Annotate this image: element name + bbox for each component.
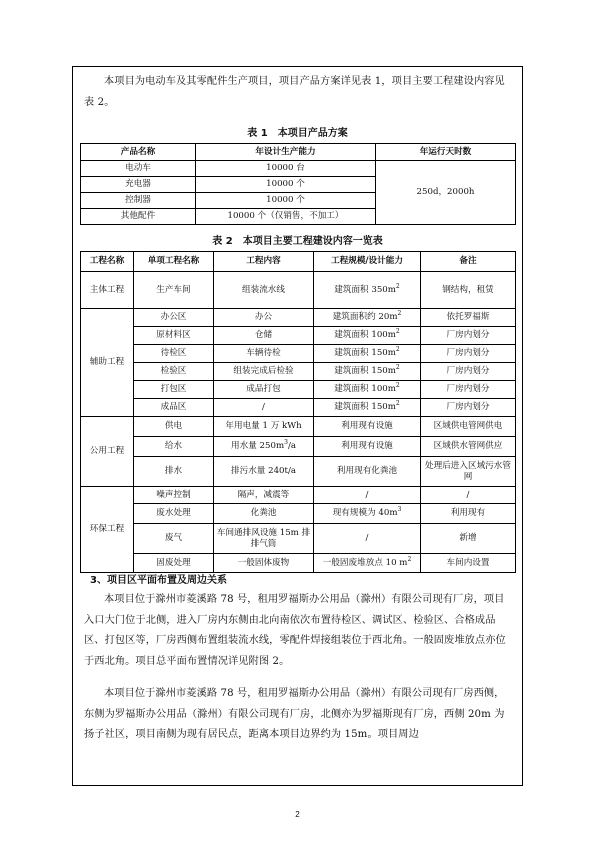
table2-cell: 厂房内划分 [421,399,516,417]
table1-header-runtime: 年运行天时数 [376,144,516,161]
table2-cell: 厂房内划分 [421,327,516,345]
construction-table [80,251,516,573]
table2-cell: 原材料区 [134,327,214,345]
table2-cell: 办公区 [134,309,214,327]
table2-cell: 排污水量 240t/a [214,457,314,487]
table2-header: 备注 [421,252,516,272]
table2-cell: 新增 [421,524,516,554]
table2-cell: 依托罗福斯 [421,309,516,327]
table1-cell: 10000 个 [196,177,376,193]
table2-cell: 年用电量 1 万 kWh [214,417,314,437]
table2-cell: 废气 [134,524,214,554]
table2-header: 工程内容 [214,252,314,272]
table1-header-product: 产品名称 [81,144,196,161]
table2-cell: 建筑面积 $350m^2$ [314,272,421,309]
table2-cell: 建筑面积 $150m^2$ [314,399,421,417]
table2-cell: 生产车间 [134,272,214,309]
table1-cell: 其他配件 [81,209,196,225]
layout-paragraph: 本项目位于滁州市菱溪路 78 号，租用罗福斯办公用品（滁州）有限公司现有厂房，项目入口大门位于北侧，进入厂房内东侧由北向南依次布置待检区、调试区、检验区、合格成品区、打包区等，厂房西侧布置组装流水线，零配件焊接组装位于西北角。一般固废堆放点亦位于西北角。项目总平面布置情况详见附图 2。 [84,594,506,667]
table2-cell: 成品区 [134,399,214,417]
table1-cell: 10000 个 [196,193,376,209]
table2-cell: 建筑面积 $150m^2$ [314,345,421,363]
table2-cell: / [314,487,421,504]
table1-cell: 10000 台 [196,161,376,177]
table2-cell: 给水 [134,437,214,457]
table2-cell: 厂房内划分 [421,345,516,363]
group-public: 公用工程 [81,417,134,487]
table2-cell: 打包区 [134,381,214,399]
table2-cell: / [214,399,314,417]
table1-cell: 电动车 [81,161,196,177]
table2-cell: 废水处理 [134,504,214,524]
table2-cell: 噪声控制 [134,487,214,504]
section-heading: 3、项目区平面布置及周边关系 [90,575,227,586]
table2-cell: 区域供水管网供应 [421,437,516,457]
product-table [80,143,516,225]
group-aux: 辅助工程 [81,309,134,417]
table2-header: 工程名称 [81,252,134,272]
table2-cell: 建筑面积 $100m^2$ [314,327,421,345]
table2-cell: 建筑面积约 $20m^2$ [314,309,421,327]
table2-cell: 厂房内划分 [421,381,516,399]
table2-cell: 待检区 [134,345,214,363]
table1-cell: 控制器 [81,193,196,209]
table2-cell: 车间内设置 [421,554,516,573]
table2-header: 工程规模/设计能力 [314,252,421,272]
surroundings-paragraph: 本项目位于滁州市菱溪路 78 号，租用罗福斯办公用品（滁州）有限公司现有厂房西侧，东侧为罗福斯办公用品（滁州）有限公司现有厂房，北侧亦为罗福斯现有厂房，西侧 20m 为扬子社区，项目南侧为现有居民点，距离本项目边界约为 15m。项目周边 [84,688,505,740]
table2-caption: 表 2 本项目主要工程建设内容一览表 [212,236,383,247]
table2-cell: 固废处理 [134,554,214,573]
table2-cell: 供电 [134,417,214,437]
table2-cell: 办公 [214,309,314,327]
table2-cell: 区域供电管网供电 [421,417,516,437]
table1-caption: 表 1 本项目产品方案 [247,128,348,139]
table1-runtime: 250d，2000h [376,161,516,225]
intro-paragraph: 本项目为电动车及其零配件生产项目，项目产品方案详见表 1，项目主要工程建设内容见表 2。 [84,76,505,108]
table2-cell: 隔声，减震等 [214,487,314,504]
table2-cell: 建筑面积 $100m^2$ [314,381,421,399]
table2-cell: 化粪池 [214,504,314,524]
table2-cell: 处理后进入区域污水管网 [421,457,516,487]
table2-cell: 用水量 $250m^3/a$ [214,437,314,457]
table2-cell: / [421,487,516,504]
table2-cell: 组装流水线 [214,272,314,309]
table2-header: 单项工程名称 [134,252,214,272]
group-main: 主体工程 [81,272,134,309]
table1-cell: 充电器 [81,177,196,193]
table2-cell: 现有规模为 $40m^3$ [314,504,421,524]
table2-cell: 利用现有 [421,504,516,524]
page-number: 2 [295,810,300,819]
table2-cell: 一般固体废物 [214,554,314,573]
table2-cell: 车辆待检 [214,345,314,363]
table2-cell: 成品打包 [214,381,314,399]
table2-cell: 利用现有设施 [314,417,421,437]
table2-cell: 车间通排风设施 15m 排排气筒 [214,524,314,554]
table2-cell: 利用现有化粪池 [314,457,421,487]
table2-cell: / [314,524,421,554]
table2-cell: 仓储 [214,327,314,345]
table2-cell: 组装完成后检验 [214,363,314,381]
table2-cell: 建筑面积 $150m^2$ [314,363,421,381]
table2-cell: 厂房内划分 [421,363,516,381]
table2-cell: 钢结构，租赁 [421,272,516,309]
table1-header-capacity: 年设计生产能力 [196,144,376,161]
table1-cell: 10000 个（仅销售，不加工） [196,209,376,225]
table2-cell: 排水 [134,457,214,487]
table2-cell: 检验区 [134,363,214,381]
table2-cell: 一般固废堆放点 10 $m^2$ [314,554,421,573]
table2-cell: 利用现有设施 [314,437,421,457]
group-env: 环保工程 [81,487,134,573]
